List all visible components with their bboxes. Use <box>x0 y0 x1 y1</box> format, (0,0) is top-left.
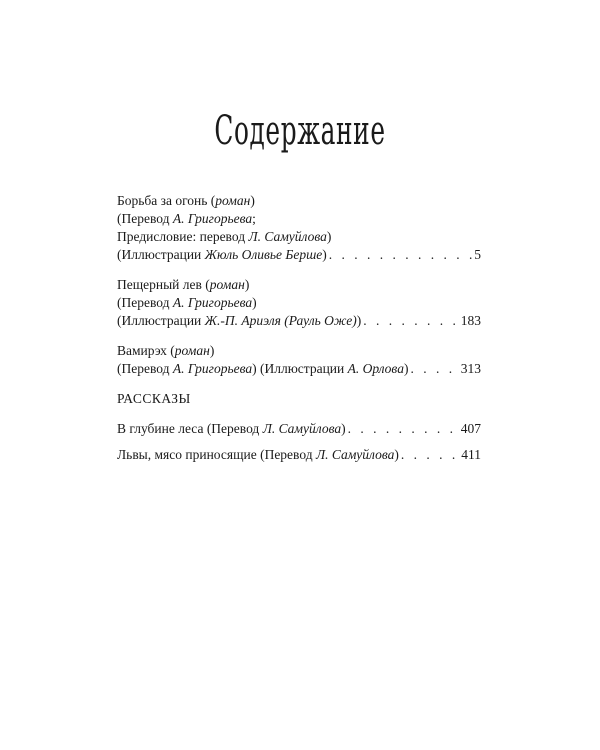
story-line: В глубине леса (Перевод Л. Самуйлова) . . . 407 <box>117 420 481 438</box>
toc-entry-vamireh[interactable] <box>117 342 481 378</box>
entry-preface-line: Предисловие: перевод Л. Самуйлова) <box>117 229 332 244</box>
entry-translator-line: (Перевод А. Григорьева; <box>117 211 256 226</box>
page-title: Содержание <box>214 108 386 154</box>
entry-title-line: Пещерный лев (роман) <box>117 277 250 292</box>
page-number: 183 <box>460 313 481 328</box>
page-number: 313 <box>460 361 481 376</box>
toc-entry-story-2[interactable] <box>117 446 481 464</box>
entry-illustrations-line: (Иллюстрации Ж.-П. Ариэля (Рауль Оже)) . . . 183 <box>117 312 481 330</box>
page-number: 407 <box>460 421 481 436</box>
dot-leader <box>329 246 472 264</box>
entry-illustrations-line: (Иллюстрации Жюль Оливье Берше) . . . 5 <box>117 246 481 264</box>
entry-translator-line: (Перевод А. Григорьева) (Иллюстрации А. Орлова) . . . 313 <box>117 360 481 378</box>
section-heading-stories: РАССКАЗЫ <box>117 391 191 406</box>
toc-entry-story-1[interactable] <box>117 420 481 438</box>
table-of-contents <box>117 192 481 476</box>
toc-entry-borba[interactable] <box>117 192 481 264</box>
dot-leader <box>410 360 458 378</box>
dot-leader <box>348 420 459 438</box>
entry-title-line: Борьба за огонь (роман) <box>117 193 255 208</box>
dot-leader <box>401 446 459 464</box>
toc-entry-peshcherny-lev[interactable] <box>117 276 481 330</box>
page-number: 411 <box>461 447 481 462</box>
story-line: Львы, мясо приносящие (Перевод Л. Самуйлова) . . . 411 <box>117 446 481 464</box>
entry-translator-line: (Перевод А. Григорьева) <box>117 295 257 310</box>
entry-title-line: Вамирэх (роман) <box>117 343 215 358</box>
dot-leader <box>363 312 459 330</box>
page-number: 5 <box>474 247 481 262</box>
